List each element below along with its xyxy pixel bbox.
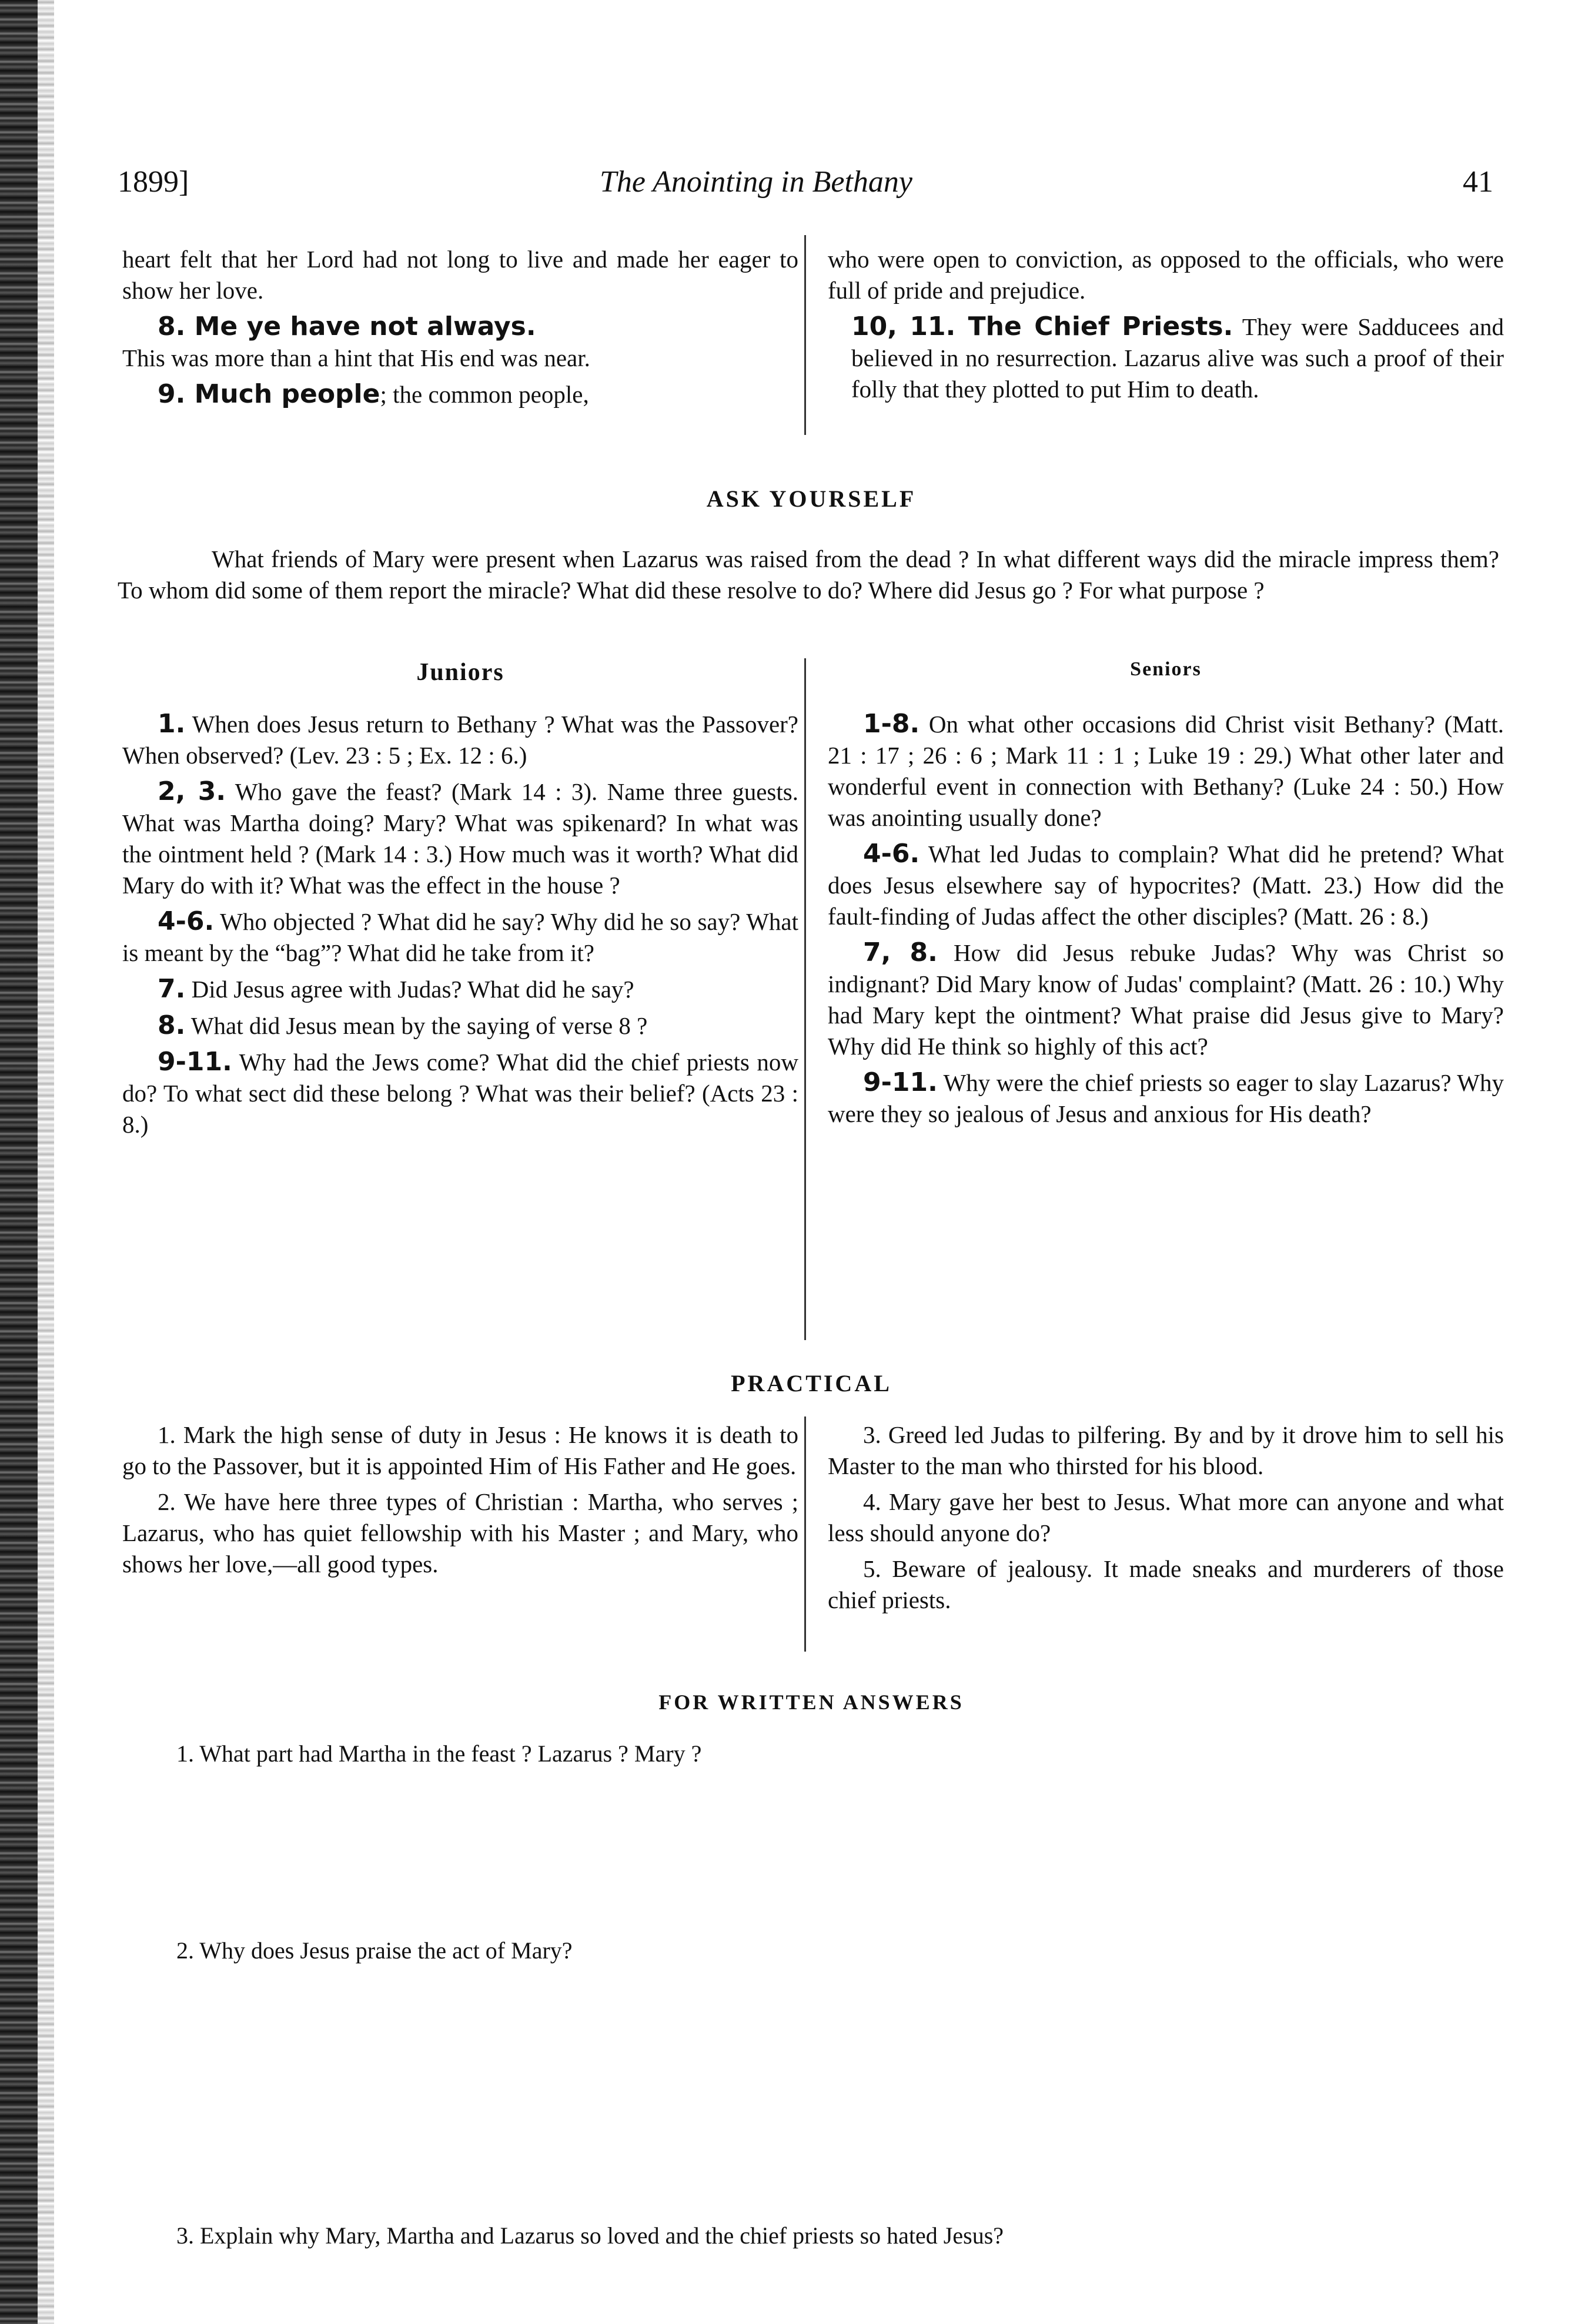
seniors-item-number: 7, 8. [863, 937, 938, 967]
seniors-item-number: 9-11. [863, 1067, 938, 1097]
seniors-item [828, 1067, 1504, 1130]
scanned-page-edge [0, 0, 38, 2324]
practical-left-column [122, 1419, 798, 1620]
ask-yourself-heading: ASK YOURSELF [706, 485, 917, 512]
verse-9-note [122, 379, 798, 410]
verse-9-heading: 9. Much people [158, 379, 380, 409]
written-question-2: 2. Why does Jesus praise the act of Mary? [176, 1937, 573, 1964]
juniors-item-text: Why had the Jews come? What did the chief priests now do? To what sect did these belong ? What was their belief? (Acts 23 : 8.) [122, 1049, 799, 1138]
questions-columns [122, 708, 1504, 1145]
scanned-page-edge-shadow [38, 0, 54, 2324]
practical-right-column [828, 1419, 1504, 1620]
seniors-item-text: How did Jesus rebuke Judas? Why was Christ so indignant? Did Mary know of Judas' complaint? (Matt. 26 : 10.) Why had Mary kept the ointment? What praise did Jesus give to Mary? Why did He think so highly of this act? [828, 939, 1504, 1060]
written-question-3: 3. Explain why Mary, Martha and Lazarus so loved and the chief priests so hated Jesus? [176, 2222, 1004, 2249]
juniors-item [122, 708, 798, 771]
column-rule-questions [804, 658, 806, 1340]
top-right-paragraph: who were open to conviction, as opposed to the officials, who were full of pride and prejudice. [828, 246, 1504, 304]
practical-point: 4. Mary gave her best to Jesus. What more can anyone and what less should anyone do? [828, 1488, 1504, 1546]
juniors-item [122, 906, 798, 969]
seniors-item-number: 4-6. [863, 839, 920, 869]
practical-point: 5. Beware of jealousy. It made sneaks and murderers of those chief priests. [828, 1555, 1504, 1613]
juniors-item-text: What did Jesus mean by the saying of verse 8 ? [190, 1012, 648, 1039]
seniors-item-text: What led Judas to complain? What did he pretend? What does Jesus elsewhere say of hypocrites? (Matt. 23.) How did the fault-finding of Judas affect the other disciples? (Matt. 26 : 8.) [828, 840, 1504, 930]
verse-8-text: This was more than a hint that His end was near. [122, 344, 590, 371]
top-left-column [122, 244, 798, 415]
juniors-item-number: 9-11. [158, 1047, 232, 1077]
top-left-paragraph: heart felt that her Lord had not long to live and made her eager to show her love. [122, 246, 798, 304]
seniors-item-text: Why were the chief priests so eager to slay Lazarus? Why were they so jealous of Jesus and anxious for His death? [828, 1069, 1504, 1127]
juniors-item-number: 1. [158, 709, 186, 739]
header-year: 1899] [118, 165, 189, 199]
seniors-item [828, 838, 1504, 932]
practical-columns [122, 1419, 1504, 1620]
juniors-item-text: Did Jesus agree with Judas? What did he say? [191, 976, 634, 1003]
juniors-item [122, 973, 798, 1005]
juniors-item-number: 2, 3. [158, 776, 226, 806]
juniors-item-text: When does Jesus return to Bethany ? What was the Passover? When observed? (Lev. 23 : 5 ; Ex. 12 : 6.) [122, 711, 799, 769]
verse-8-heading: 8. Me ye have not always. [158, 312, 536, 341]
verse-10-text: They were Sadducees and believed in no resurrection. Lazarus alive was such a proof of their folly that they plotted to put Him to death. [851, 313, 1504, 403]
seniors-column [828, 708, 1504, 1145]
juniors-item [122, 1010, 798, 1042]
practical-point: 1. Mark the high sense of duty in Jesus : He knows it is death to go to the Passover, but it is appointed Him of His Father and He goes. [122, 1421, 798, 1479]
juniors-item-number: 4-6. [158, 906, 215, 936]
column-rule-top [804, 235, 806, 435]
juniors-heading: Juniors [416, 659, 504, 686]
header-title: The Anointing in Bethany [600, 165, 912, 199]
seniors-item-text: On what other occasions did Christ visit Bethany? (Matt. 21 : 17 ; 26 : 6 ; Mark 11 : 1 ; Luke 19 : 29.) What other later and wonderful event in connection with Bethany? (Luke 24 : 50.) How was anointing usually done? [828, 711, 1504, 831]
juniors-item [122, 776, 798, 901]
practical-heading: PRACTICAL [731, 1370, 892, 1397]
written-question-1: 1. What part had Martha in the feast ? Lazarus ? Mary ? [176, 1740, 702, 1767]
practical-point: 2. We have here three types of Christian : Martha, who serves ; Lazarus, who has quiet fellowship with his Master ; and Mary, who shows her love,—all good types. [122, 1488, 798, 1578]
juniors-column [122, 708, 798, 1145]
seniors-item [828, 937, 1504, 1062]
verse-10-note [828, 311, 1504, 405]
page-number: 41 [1463, 165, 1493, 199]
juniors-item-text: Who objected ? What did he say? Why did he so say? What is meant by the “bag”? What did he take from it? [122, 908, 798, 966]
juniors-item-number: 7. [158, 974, 186, 1004]
verse-10-heading: 10, 11. The Chief Priests. [851, 312, 1233, 341]
top-right-column [828, 244, 1504, 415]
written-answers-heading: FOR WRITTEN ANSWERS [658, 1690, 964, 1714]
page [112, 0, 1511, 2324]
seniors-item-number: 1-8. [863, 709, 920, 739]
juniors-item-text: Who gave the feast? (Mark 14 : 3). Name three guests. What was Martha doing? Mary? What was spikenard? In what was the ointment held ? (Mark 14 : 3.) How much was it worth? What did Mary do with it? What was the effect in the house ? [122, 778, 798, 899]
verse-9-text: ; the common people, [380, 381, 589, 408]
seniors-item [828, 708, 1504, 833]
top-columns [122, 244, 1504, 415]
verse-8-note [122, 311, 798, 343]
running-header [118, 159, 1511, 212]
column-rule-practical [804, 1416, 806, 1652]
practical-point: 3. Greed led Judas to pilfering. By and by it drove him to sell his Master to the man who thirsted for his blood. [828, 1421, 1504, 1479]
seniors-heading: Seniors [1130, 658, 1202, 680]
juniors-item-number: 8. [158, 1010, 186, 1040]
juniors-item [122, 1046, 798, 1140]
ask-yourself-text: What friends of Mary were present when Lazarus was raised from the dead ? In what different ways did the miracle impress them? To whom did some of them report the miracle? What did these resolve to do? Where did Jesus go ? For what purpose ? [118, 545, 1499, 604]
